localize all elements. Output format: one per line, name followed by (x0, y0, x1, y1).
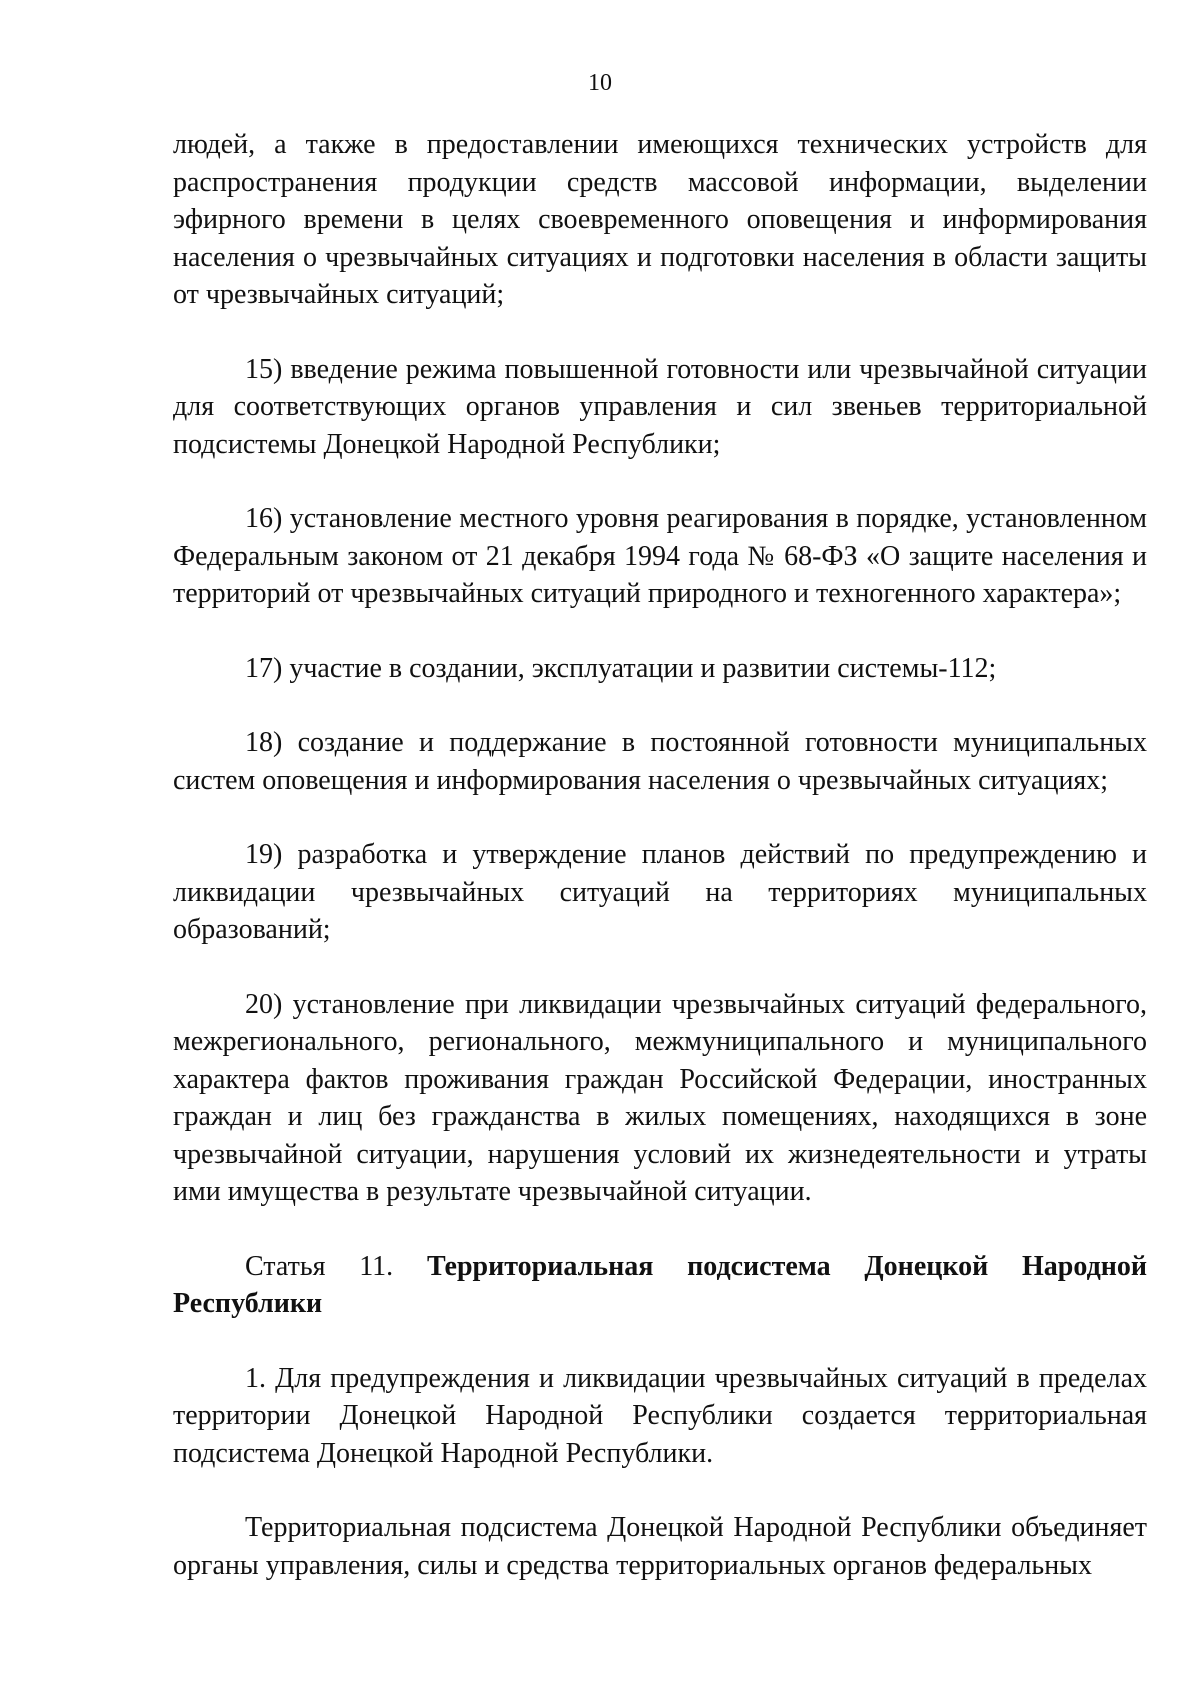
page-number: 10 (588, 70, 612, 96)
article-11-title: Территориальная подсистема Донецкой Народной Республики (173, 1250, 1147, 1319)
article-11-paragraph-1: 1. Для предупреждения и ликвидации чрезвычайных ситуаций в пределах территории Донецкой Народной Республики создается территориальная подсистема Донецкой Народной Республики. (173, 1362, 1147, 1469)
paragraph-item-16: 16) установление местного уровня реагирования в порядке, установленном Федеральным законом от 21 декабря 1994 года № 68-ФЗ «О защите населения и территорий от чрезвычайных ситуаций природного и техногенного характера»; (173, 503, 1147, 609)
paragraph-continued: людей, а также в предоставлении имеющихся технических устройств для распространения продукции средств массовой информации, выделении эфирного времени в целях своевременного оповещения и информирования населения о чрезвычайных ситуациях и подготовки населения в области защиты от чрезвычайных ситуаций; (173, 129, 1147, 310)
article-11-heading (173, 1248, 1147, 1323)
article-11-label: Статья 11. (245, 1250, 394, 1282)
document-body (173, 126, 1147, 1621)
paragraph-item-15: 15) введение режима повышенной готовности или чрезвычайной ситуации для соответствующих органов управления и сил звеньев территориальной подсистемы Донецкой Народной Республики; (173, 353, 1147, 460)
paragraph-item-20: 20) установление при ликвидации чрезвычайных ситуаций федерального, межрегионального, регионального, межмуниципального и муниципального характера фактов проживания граждан Российской Федерации, иностранных граждан и лиц без гражданства в жилых помещениях, находящихся в зоне чрезвычайной ситуации, нарушения условий их жизнедеятельности и утраты ими имущества в результате чрезвычайной ситуации. (173, 988, 1147, 1207)
paragraph-item-18: 18) создание и поддержание в постоянной готовности муниципальных систем оповещения и информирования населения о чрезвычайных ситуациях; (173, 727, 1147, 796)
article-11-paragraph-2: Территориальная подсистема Донецкой Народной Республики объединяет органы управления, силы и средства территориальных органов федеральных (173, 1512, 1147, 1581)
paragraph-item-17: 17) участие в создании, эксплуатации и развитии системы-112; (245, 652, 997, 684)
paragraph-item-19: 19) разработка и утверждение планов действий по предупреждению и ликвидации чрезвычайных ситуаций на территориях муниципальных образований; (173, 839, 1147, 945)
